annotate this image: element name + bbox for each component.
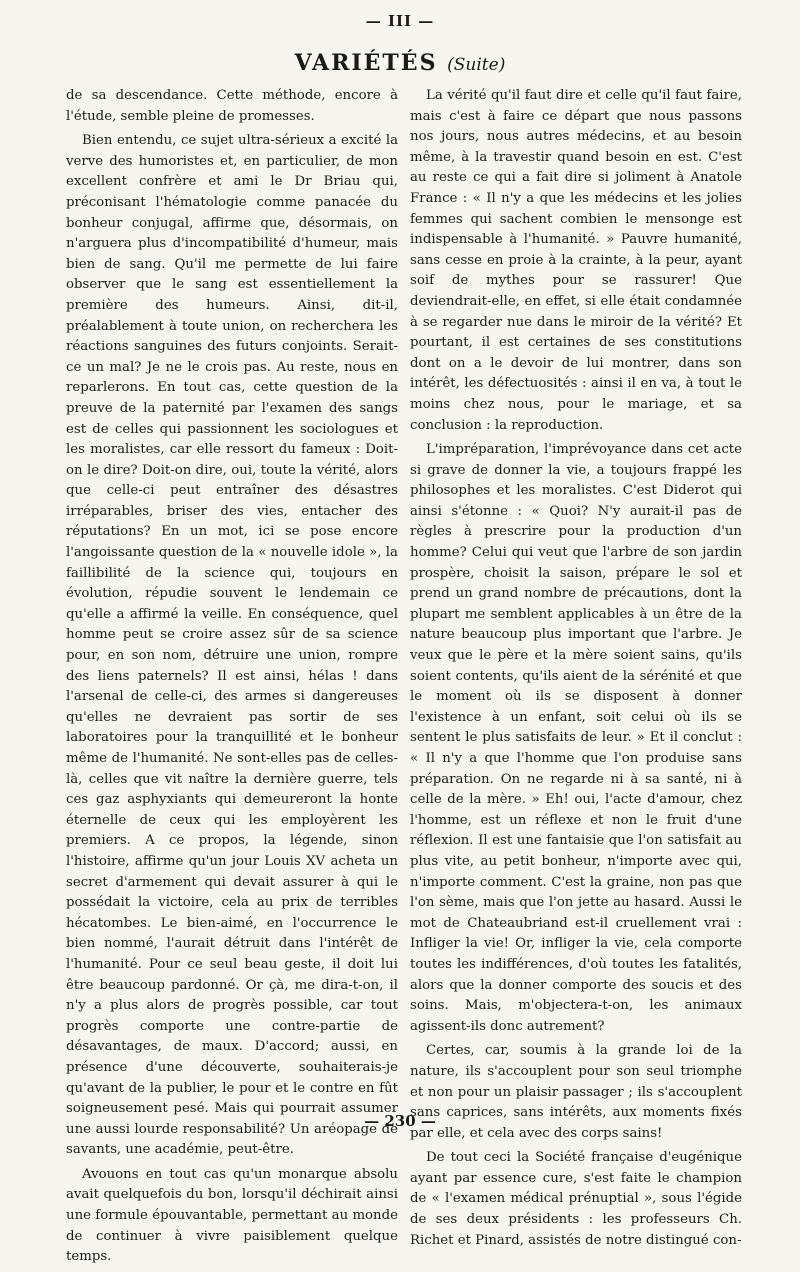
title-suite: (Suite): [447, 55, 506, 75]
paragraph: L'impréparation, l'imprévoyance dans cet acte si grave de donner la vie, a toujours frappé les philosophes et les moralistes. C'est Diderot qui ainsi s'étonne : « Quoi? N'y aurait-il pas de règles à prescrire pour la production d'un homme? Celui qui veut que l'arbre de son jardin prospère, choisit la saison, prépare le sol et prend un grand nombre de précautions, dont la plupart me semblent applicables à un être de la nature beaucoup plus important que l'arbre. Je veux que le père et la mère soient sains, qu'ils soient contents, qu'ils aient de la sérénité et que le moment où ils se disposent à donner l'existence à un enfant, soit celui où ils se sentent le plus satisfaits de leur. » Et il conclut : « Il n'y a que l'homme que l'on produise sans préparation. On ne regarde ni à sa santé, ni à celle de la mère. » Eh! oui, l'acte d'amour, chez l'homme, est un réflexe et non le fruit d'une réflexion. Il est une fantaisie que l'on satisfait au plus vite, au petit bonheur, n'importe avec qui, n'importe comment. C'est la graine, non pas que l'on sème, mais que l'on jette au hasard. Aussi le mot de Chateaubriand est-il cruellement vrai : Infliger la vie! Or, infliger la vie, cela comporte toutes les indifférences, d'où toutes les fatalités, alors que la donner comporte des soucis et des soins. Mais, m'objectera-t-on, les animaux agissent-ils donc autrement?: [410, 442, 742, 1034]
paragraph: La vérité qu'il faut dire et celle qu'il faut faire, mais c'est à faire ce départ que nous passons nos jours, nous autres médecins, et au besoin même, à la travestir quand besoin en est. C'est au reste ce qui a fait dire si joliment à Anatole France : « Il n'y a que les médecins et les jolies femmes qui sachent combien le mensonge est indispensable à l'humanité. » Pauvre humanité, sans cesse en proie à la crainte, à la peur, ayant soif de mythes pour se rassurer! Que deviendrait-elle, en effet, si elle était condamnée à se regarder nue dans le miroir de la vérité? Et pourtant, il est certaines de ses constitutions dont on a le devoir de lui montrer, dans son intérêt, les défectuosités : ainsi il en va, à tout le moins chez nous, pour le mariage, et sa conclusion : la reproduction.: [410, 88, 742, 433]
paragraph: De tout ceci la Société française d'eugénique ayant par essence cure, s'est faite le champion de « l'examen médical prénuptial », sous l'égide de ses deux présidents : les professeurs Ch. Richet et Pinard, assistés de notre distingué con-: [410, 1150, 742, 1248]
page-number: — 230 —: [364, 1112, 436, 1130]
running-title: [0, 50, 800, 76]
paragraph: de sa descendance. Cette méthode, encore à l'étude, semble pleine de promesses.: [66, 88, 398, 124]
left-column: [66, 86, 398, 1272]
right-column: [410, 86, 742, 1255]
paragraph: Certes, car, soumis à la grande loi de la nature, ils s'accouplent pour son seul triomphe et non pour un plaisir passager ; ils s'accouplent sans caprices, sans intérêts, aux moments fixés par elle, et cela avec des corps sains!: [410, 1043, 742, 1141]
title-text: VARIÉTÉS: [294, 50, 438, 76]
paragraph: Bien entendu, ce sujet ultra-sérieux a excité la verve des humoristes et, en particulier, de mon excellent confrère et ami le Dr Briau qui, préconisant l'hématologie comme panacée du bonheur conjugal, affirme que, désormais, on n'arguera plus d'incompatibilité d'humeur, mais bien de sang. Qu'il me permette de lui faire observer que le sang est essentiellement la première des humeurs. Ainsi, dit-il, préalablement à toute union, on recherchera les réactions sanguines des futurs conjoints. Serait-ce un mal? Je ne le crois pas. Au reste, nous en reparlerons. En tout cas, cette question de la preuve de la paternité par l'examen des sangs est de celles qui passionnent les sociologues et les moralistes, car elle ressort du fameux : Doit-on le dire? Doit-on dire, oui, toute la vérité, alors que celle-ci peut entraîner des désastres irréparables, briser des vies, entacher des réputations? En un mot, ici se pose encore l'angoissante question de la « nouvelle idole », la faillibilité de la science qui, toujours en évolution, répudie souvent le lendemain ce qu'elle a affirmé la veille. En conséquence, quel homme peut se croire assez sûr de sa science pour, en son nom, détruire une union, rompre des liens paternels? Il est ainsi, hélas ! dans l'arsenal de celle-ci, des armes si dangereuses qu'elles ne devraient pas sortir de ses laboratoires pour la tranquillité et le bonheur même de l'humanité. Ne sont-elles pas de celles-là, celles que vit naître la dernière guerre, tels ces gaz asphyxiants qui demeureront la honte éternelle de ceux qui les employèrent les premiers. A ce propos, la légende, sinon l'histoire, affirme qu'un jour Louis XV acheta un secret d'armement qui devait assurer à qui le possédait la victoire, cela au prix de terribles hécatombes. Le bien-aimé, en l'occurrence le bien nommé, l'aurait détruit dans l'intérêt de l'humanité. Pour ce seul beau geste, il doit lui être beaucoup pardonné. Or çà, me dira-t-on, il n'y a plus alors de progrès possible, car tout progrès comporte une contre-partie de désavantages, de maux. D'accord; aussi, en présence d'une découverte, souhaiterais-je qu'avant de la publier, le pour et le contre en fût soigneusement pesé. Mais qui pourrait assumer une aussi lourde responsabilité? Un aréopage de savants, une académie, peut-être.: [66, 133, 398, 1158]
paragraph: Avouons en tout cas qu'un monarque absolu avait quelquefois du bon, lorsqu'il déchirait ainsi une formule épouvantable, permettant au monde de continuer à vivre paisiblement quelque temps.: [66, 1166, 398, 1265]
roman-page-number: — III —: [365, 12, 435, 30]
